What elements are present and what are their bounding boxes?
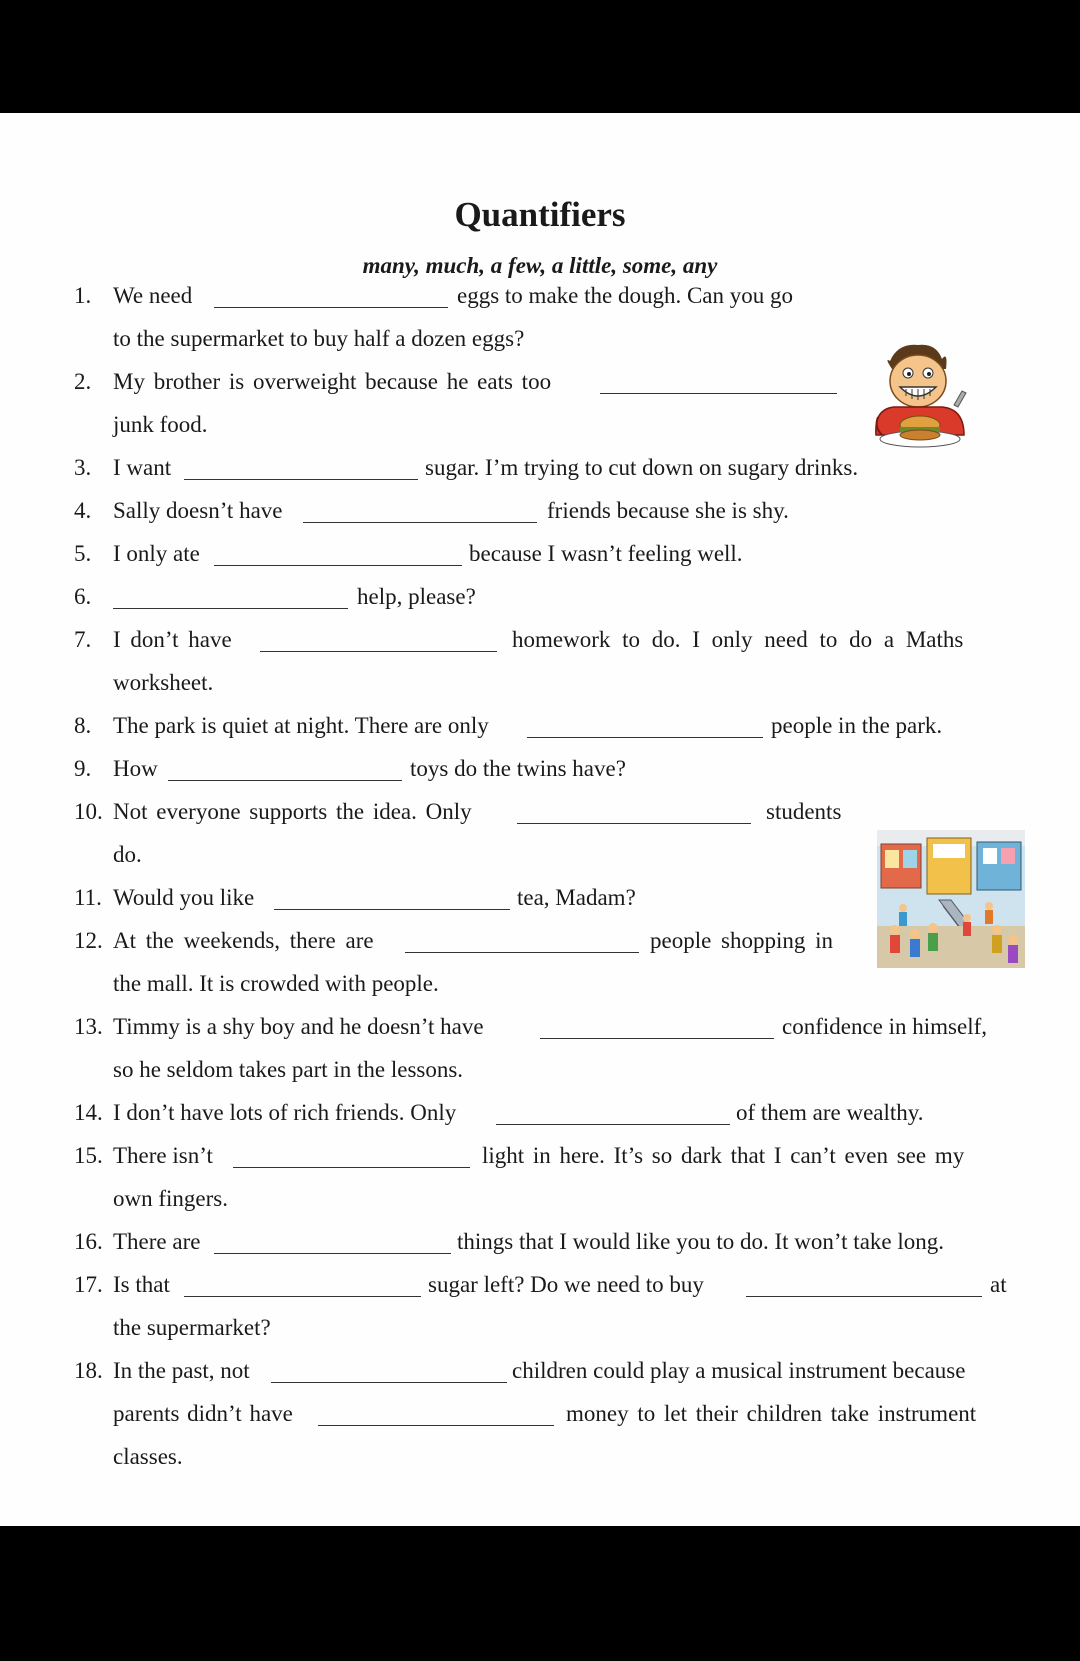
answer-blank[interactable] [600,393,837,394]
answer-blank[interactable] [746,1296,982,1297]
question-text: students [766,799,842,824]
question-2-continued: junk food. [113,412,208,437]
question-7-continued: worksheet. [113,670,214,695]
answer-blank[interactable] [214,1253,451,1254]
question-number: 6. [74,584,92,609]
answer-blank[interactable] [318,1425,554,1426]
question-text: because I wasn’t feeling well. [469,541,743,566]
answer-blank[interactable] [214,307,448,308]
answer-blank[interactable] [184,479,418,480]
question-number: 17. [74,1272,103,1297]
answer-blank[interactable] [517,823,751,824]
question-text: things that I would like you to do. It won’t take long. [457,1229,944,1254]
question-15-continued: own fingers. [113,1186,228,1211]
answer-blank[interactable] [527,737,763,738]
question-number: 13. [74,1014,103,1039]
question-number: 8. [74,713,92,738]
question-text: I only ate [113,541,200,566]
word-bank: many, much, a few, a little, some, any [362,253,718,278]
question-number: 9. [74,756,92,781]
question-text: of them are wealthy. [736,1100,924,1125]
question-number: 10. [74,799,103,824]
answer-blank[interactable] [214,565,462,566]
fork [954,391,966,407]
question-text: confidence in himself, [782,1014,988,1039]
question-17-continued: the supermarket? [113,1315,271,1340]
question-text: eggs to make the dough. Can you go [457,283,794,308]
question-text: parents didn’t have [113,1401,293,1426]
question-13-continued: so he seldom takes part in the lessons. [113,1057,464,1082]
answer-blank[interactable] [274,909,510,910]
question-number: 11. [74,885,102,910]
crowded-mall-illustration [877,830,1025,968]
question-text: How [113,756,158,781]
question-number: 15. [74,1143,103,1168]
question-1-continued: to the supermarket to buy half a dozen eggs? [113,326,525,351]
question-text: tea, Madam? [517,885,636,910]
answer-blank[interactable] [168,780,402,781]
question-number: 14. [74,1100,103,1125]
question-number: 1. [74,283,92,308]
question-18-continued: classes. [113,1444,183,1469]
question-text: friends because she is shy. [547,498,789,523]
question-text: My brother is overweight because he eats too [113,369,552,394]
boy-eating-burger-illustration [870,339,974,449]
question-text: sugar left? Do we need to buy [428,1272,704,1297]
question-10-continued: do. [113,842,142,867]
answer-blank[interactable] [303,522,537,523]
answer-blank[interactable] [260,651,497,652]
question-number: 7. [74,627,92,652]
answer-blank[interactable] [540,1038,774,1039]
answer-blank[interactable] [405,952,639,953]
question-text: We need [113,283,193,308]
question-text: help, please? [357,584,476,609]
question-number: 2. [74,369,92,394]
question-text: The park is quiet at night. There are only [113,713,489,738]
question-text: money to let their children take instrument [566,1401,977,1426]
question-text: homework to do. I only need to do a Maths [512,627,964,652]
question-number: 18. [74,1358,103,1383]
question-number: 5. [74,541,92,566]
question-text: toys do the twins have? [410,756,626,781]
question-12-continued: the mall. It is crowded with people. [113,971,439,996]
question-text: There are [113,1229,201,1254]
question-text: There isn’t [113,1143,213,1168]
worksheet-title: Quantifiers [454,195,626,234]
question-number: 16. [74,1229,103,1254]
answer-blank[interactable] [184,1296,421,1297]
question-number: 3. [74,455,92,480]
answer-blank[interactable] [496,1124,730,1125]
worksheet-page [0,113,1080,1526]
answer-blank[interactable] [271,1382,507,1383]
answer-blank[interactable] [113,608,348,609]
question-text: at [990,1272,1007,1297]
question-text: light in here. It’s so dark that I can’t even see my [482,1143,965,1168]
question-text: In the past, not [113,1358,250,1383]
question-text: I don’t have [113,627,232,652]
question-text: I don’t have lots of rich friends. Only [113,1100,457,1125]
question-text: Sally doesn’t have [113,498,283,523]
question-text: Would you like [113,885,255,910]
question-text: At the weekends, there are [113,928,374,953]
question-text: children could play a musical instrument because [512,1358,966,1383]
question-text: Timmy is a shy boy and he doesn’t have [113,1014,484,1039]
question-text: people shopping in [650,928,834,953]
question-text: sugar. I’m trying to cut down on sugary drinks. [425,455,859,480]
question-number: 12. [74,928,103,953]
question-text: I want [113,455,172,480]
answer-blank[interactable] [233,1167,470,1168]
question-number: 4. [74,498,92,523]
question-text: Is that [113,1272,170,1297]
question-text: people in the park. [771,713,943,738]
question-text: Not everyone supports the idea. Only [113,799,472,824]
